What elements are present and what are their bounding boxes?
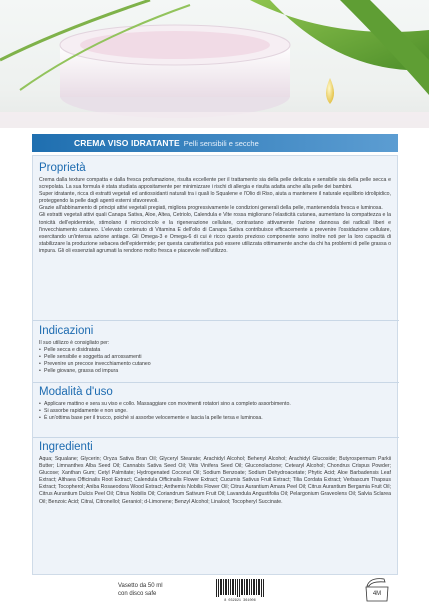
section-proprieta <box>39 162 391 255</box>
list-item: • Si assorbe rapidamente e non unge. <box>39 408 391 415</box>
section-body <box>39 177 391 255</box>
indication-list <box>39 347 391 375</box>
paragraph: Grazie all'abbinamento di principi attivi vegetali pregiati, migliora progressivamente le condizioni generali della pelle, mantenendola fresca e luminosa. <box>39 205 383 212</box>
list-item: • Prevenire un precoce invecchiamento cutaneo <box>39 361 391 368</box>
jar-info-line: con disco safe <box>118 591 157 597</box>
section-ingredienti <box>39 441 391 506</box>
barcode-icon <box>214 579 266 597</box>
pao-label: 4M <box>372 591 382 597</box>
paragraph: Gli estratti vegetali attivi quali Canapa Sativa, Aloe, Altea, Cetriolo, Calendula e Vite rossa migliorano l'elasticità cutanea, aumentano la compattezza e la tonicità dell'epidermide, stimolano il microcircolo e la rigenerazione cellulare, contrastano attivamente l'azione dannosa dei radicali liberi e l'invecchiamento cutaneo. L'elevato contenuto di Vitamina E dell'olio di Canapa Sativa contribuisce efficacemente a prevenire l'ossidazione cellulare, esercitando un'intensa azione antiage. Gli Omega-3 e Omega-6 di cui è ricco questo prezioso componente sono inoltre noti per la loro capacità di stabilizzare la produzione sebacea dell'epidermide; per questa caratteristica può essere utilizzata ottimamente anche da chi ha problemi di pelle grassa o impura. Gli oli essenziali agrumati la rendono molto fresca e piacevole nell'utilizzo. <box>39 212 391 254</box>
ingredients-text: Aqua; Squalane; Glycerin; Oryza Sativa Bran Oil; Glyceryl Stearate; Arachidyl Alcohol; Behenyl Alcohol; Arachidyl Glucoside; Butyrospermum Parkii Butter; Limnanthes Alba Seed Oil; Cannabis Sativa Seed Oil; Vitis Vinifera Seed Oil; Gluconolactone; Cetearyl Alcohol; Chondrus Crispus Powder; Glucose; Xanthan Gum; Cetyl Palmitate; Hydrogenated Coconut Oil; Sodium Benzoate; Sodium Dehydroacetate; Phytic Acid; Aloe Barbadensis Leaf Extract; Althaea Officinalis Root Extract; Calendula Officinalis Flower Extract; Cucumis Sativus Fruit Extract; Tilia Cordata Extract; Verbascum Thapsus Extract; Tocopherol; Aniba Rosaeodora Wood Extract; Anthemis Nobilis Flower Oil; Citrus Aurantium Amara Peel Oil; Citrus Aurantium Bergamia Fruit Oil; Citrus Aurantium Dulcis Peel Oil; Citrus Nobilis Oil; Coriandrum Sativum Fruit Oil; Lavandula Angustifolia Oil; Pelargonium Graveolens Oil; Salvia Sclarea Oil; Benzoic Acid; Citral, Citronellol; Geraniol; d-Limonene; Benzyl Alcohol; Linalool; Tocopheryl Succinate. <box>39 456 391 505</box>
section-modalita <box>39 386 391 422</box>
list-item: • Applicare mattino e sera su viso e collo. Massaggiare con movimenti rotatori sino a completo assorbimento. <box>39 401 391 408</box>
pao-symbol <box>362 575 392 603</box>
footer <box>32 578 398 604</box>
section-indicazioni <box>39 325 391 375</box>
content-panel <box>32 155 398 575</box>
list-item: • È un'ottima base per il trucco, poiché si assorbe velocemente e lascia la pelle tersa e luminosa. <box>39 415 391 422</box>
product-subtitle: Pelli sensibili e secche <box>183 138 259 148</box>
gel-drop <box>326 78 334 104</box>
hero-illustration <box>0 0 429 128</box>
paragraph: Crema dalla texture compatta e dalla fresca profumazione, risulta eccellente per il trattamento sia della pelle delicata e sensibile sia della pelle secca e screpolata. La sua formula è stata studiata appositamente per minimizzare i rischi di allergia e risulta adatta anche alla pelle dei bambini. <box>39 177 391 191</box>
list-item: • Pelle secca e disidratata <box>39 347 391 354</box>
hero-band <box>0 112 429 128</box>
paragraph: Super idratante, ricca di estratti vegetali ed antiossidanti naturali tra i quali lo Squalene e l'Olio di Riso, aiuta a mantenere il naturale equilibrio idrolipidico, proteggendo la pelle dagli agenti esterni sfavorevoli. <box>39 191 391 205</box>
open-jar-icon <box>362 575 392 603</box>
product-title-bar <box>32 134 398 152</box>
section-heading: Ingredienti <box>39 441 93 453</box>
list-item: • Pelle giovane, grassa od impura <box>39 368 391 375</box>
hero-image <box>0 0 429 128</box>
barcode-number: 8 032921 361006 <box>224 599 256 603</box>
usage-list <box>39 401 391 422</box>
section-heading: Indicazioni <box>39 325 94 337</box>
jar-info-line: Vasetto da 50 ml <box>118 583 163 589</box>
product-title: CREMA VISO IDRATANTE <box>74 138 180 148</box>
cream-surface <box>80 31 270 59</box>
section-intro: Il suo utilizzo è consigliato per: <box>39 340 110 346</box>
jar-info <box>118 582 163 598</box>
divider <box>33 382 399 383</box>
list-item: • Pelle sensibile e soggetta ad arrossamenti <box>39 354 391 361</box>
divider <box>33 437 399 438</box>
section-heading: Proprietà <box>39 162 86 174</box>
section-heading: Modalità d'uso <box>39 386 113 398</box>
divider <box>33 320 399 321</box>
barcode <box>214 579 266 601</box>
